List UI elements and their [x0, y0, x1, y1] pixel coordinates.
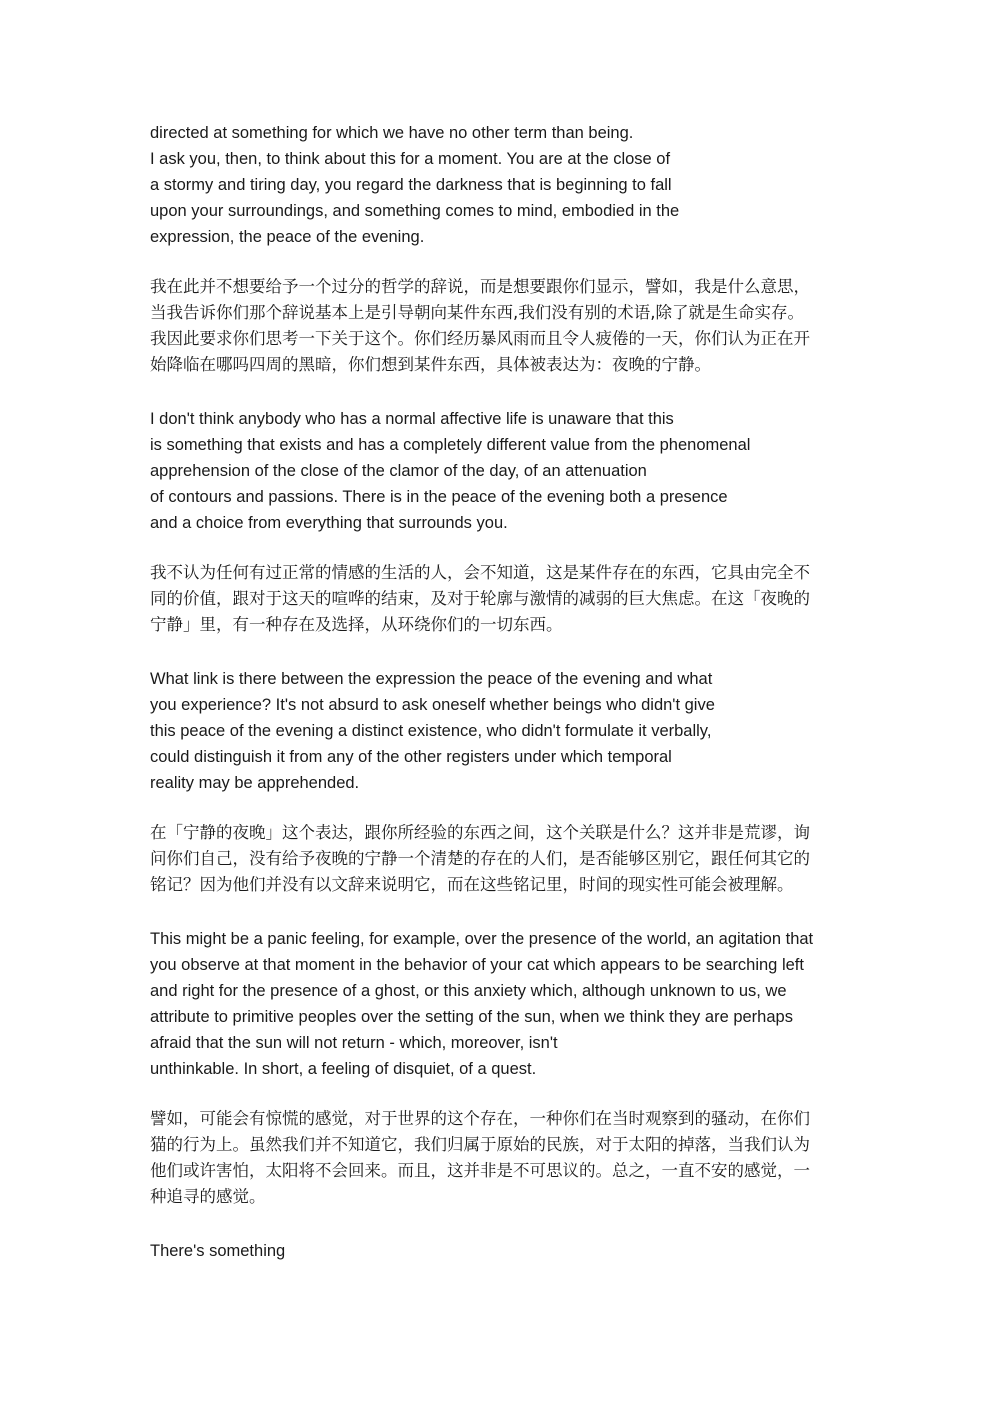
- text-line: 我不认为任何有过正常的情感的生活的人，会不知道，这是某件存在的东西，它具由完全不: [150, 563, 810, 582]
- text-line: This might be a panic feeling, for example, over the presence of the world, an agitation that: [150, 930, 814, 948]
- text-line: and right for the presence of a ghost, or this anxiety which, although unknown to us, we: [150, 982, 787, 1000]
- paragraph-en-5: [150, 1238, 850, 1264]
- text-line: 我因此要求你们思考一下关于这个。你们经历暴风雨而且令人疲倦的一天，你们认为正在开: [150, 329, 810, 348]
- text-line: 问你们自己，没有给予夜晚的宁静一个清楚的存在的人们，是否能够区别它，跟任何其它的: [150, 849, 810, 868]
- text-line: 种追寻的感觉。: [150, 1187, 266, 1206]
- text-line: expression, the peace of the evening.: [150, 228, 425, 246]
- text-line: 在「宁静的夜晚」这个表达，跟你所经验的东西之间，这个关联是什么？这并非是荒谬，询: [150, 823, 810, 842]
- text-line: you experience? It's not absurd to ask oneself whether beings who didn't give: [150, 696, 715, 714]
- text-line: 当我告诉你们那个辞说基本上是引导朝向某件东西,我们没有别的术语,除了就是生命实存。: [150, 303, 804, 322]
- text-line: 他们或许害怕，太阳将不会回来。而且，这并非是不可思议的。总之，一直不安的感觉，一: [150, 1161, 810, 1180]
- paragraph-en-3: [150, 666, 850, 796]
- paragraph-zh-1: [150, 274, 850, 378]
- paragraph-en-1: [150, 120, 850, 250]
- text-line: of contours and passions. There is in the peace of the evening both a presence: [150, 488, 728, 506]
- text-line: attribute to primitive peoples over the setting of the sun, when we think they are perhaps: [150, 1008, 793, 1026]
- text-line: 譬如，可能会有惊慌的感觉，对于世界的这个存在，一种你们在当时观察到的骚动，在你们: [150, 1109, 810, 1128]
- text-line: 我在此并不想要给予一个过分的哲学的辞说，而是想要跟你们显示，譬如，我是什么意思，: [150, 277, 810, 296]
- paragraph-zh-3: [150, 820, 850, 898]
- text-line: 宁静」里，有一种存在及选择，从环绕你们的一切东西。: [150, 615, 563, 634]
- paragraph-en-2: [150, 406, 850, 536]
- text-line: and a choice from everything that surrounds you.: [150, 514, 508, 532]
- text-line: you observe at that moment in the behavior of your cat which appears to be searching left: [150, 956, 804, 974]
- text-line: 猫的行为上。虽然我们并不知道它，我们归属于原始的民族，对于太阳的掉落，当我们认为: [150, 1135, 810, 1154]
- text-line: 同的价值，跟对于这天的喧哗的结束，及对于轮廓与激情的减弱的巨大焦虑。在这「夜晚的: [150, 589, 810, 608]
- text-line: unthinkable. In short, a feeling of disquiet, of a quest.: [150, 1060, 537, 1078]
- paragraph-zh-2: [150, 560, 850, 638]
- text-line: What link is there between the expression the peace of the evening and what: [150, 670, 713, 688]
- text-line: reality may be apprehended.: [150, 774, 360, 792]
- text-line: apprehension of the close of the clamor of the day, of an attenuation: [150, 462, 647, 480]
- text-line: 铭记？因为他们并没有以文辞来说明它，而在这些铭记里，时间的现实性可能会被理解。: [150, 875, 794, 894]
- text-line: afraid that the sun will not return - which, moreover, isn't: [150, 1034, 558, 1052]
- text-line: I don't think anybody who has a normal affective life is unaware that this: [150, 410, 674, 428]
- text-line: this peace of the evening a distinct existence, who didn't formulate it verbally,: [150, 722, 712, 740]
- paragraph-zh-4: [150, 1106, 850, 1210]
- text-line: There's something: [150, 1242, 286, 1260]
- text-line: directed at something for which we have no other term than being.: [150, 124, 634, 142]
- text-line: could distinguish it from any of the other registers under which temporal: [150, 748, 672, 766]
- text-line: a stormy and tiring day, you regard the darkness that is beginning to fall: [150, 176, 672, 194]
- text-line: upon your surroundings, and something comes to mind, embodied in the: [150, 202, 680, 220]
- paragraph-en-4: [150, 926, 850, 1082]
- text-line: I ask you, then, to think about this for a moment. You are at the close of: [150, 150, 671, 168]
- text-line: is something that exists and has a completely different value from the phenomenal: [150, 436, 751, 454]
- text-line: 始降临在哪吗四周的黑暗，你们想到某件东西，具体被表达为：夜晚的宁静。: [150, 355, 711, 374]
